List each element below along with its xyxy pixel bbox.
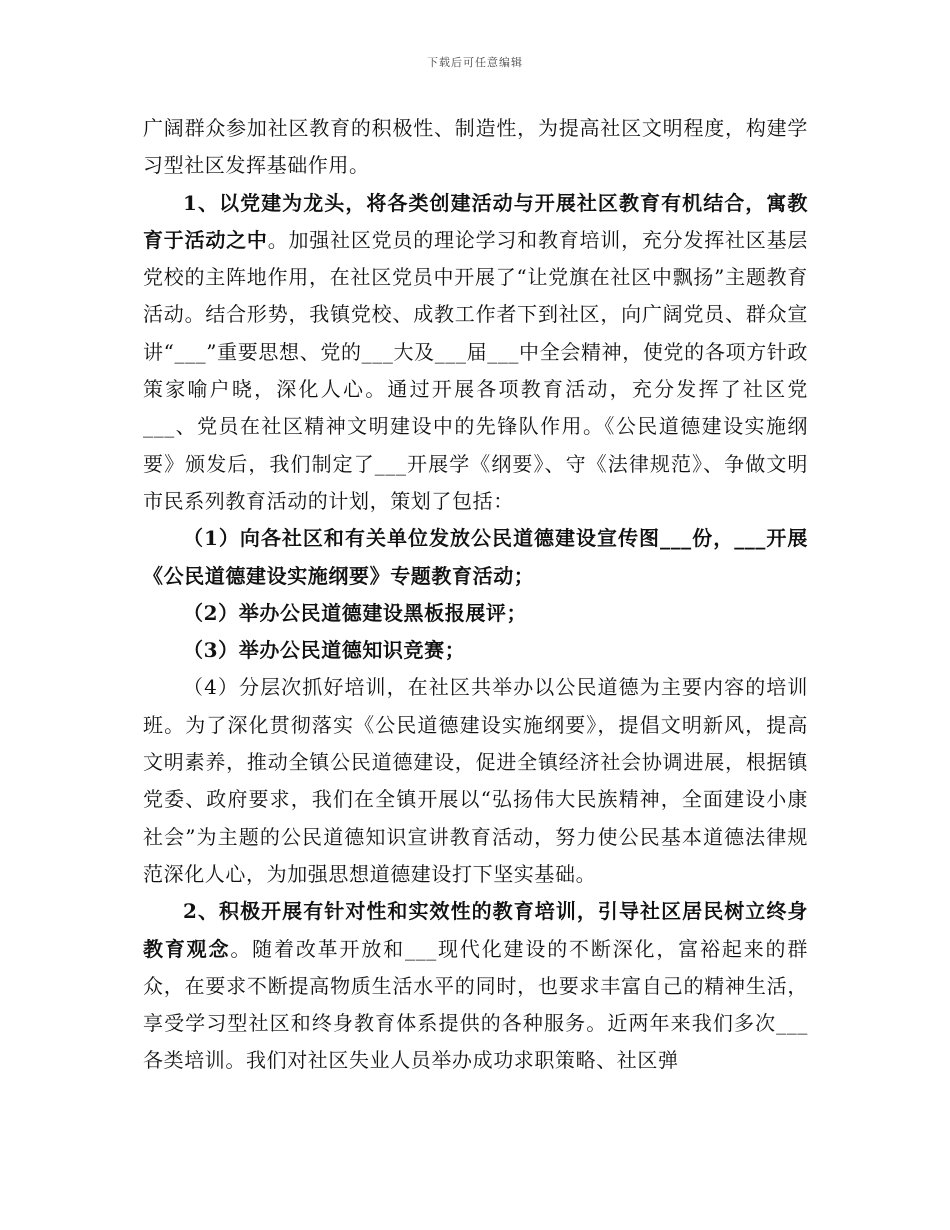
list-item-3 bbox=[143, 632, 808, 669]
list-item-1-text: （1）向各社区和有关单位发放公民道德建设宣传图___份，___开展《公民道德建设实施纲要》专题教育活动； bbox=[143, 526, 808, 588]
document-body bbox=[143, 110, 808, 1080]
paragraph-intro-continuation: 广阔群众参加社区教育的积极性、制造性，为提高社区文明程度，构建学习型社区发挥基础作用。 bbox=[143, 116, 808, 178]
paragraph-section-2 bbox=[143, 893, 808, 1079]
section-2-heading: 2、积极开展有针对性和实效性的教育培训，引导社区居民树立终身教育观念 bbox=[143, 899, 808, 961]
page-header: 下载后可任意编辑 bbox=[427, 56, 523, 69]
paragraph-section-1 bbox=[143, 185, 808, 521]
list-item-2-text: （2）举办公民道德建设黑板报展评； bbox=[183, 600, 528, 625]
list-item-1 bbox=[143, 520, 808, 595]
section-2-body: 。随着改革开放和___现代化建设的不断深化，富裕起来的群众，在要求不断提高物质生活水平的同时，也要求丰富自己的精神生活，享受学习型社区和终身教育体系提供的各种服务。近两年来我们多次___各类培训。我们对社区失业人员举办成功求职策略、社区弹 bbox=[143, 936, 808, 1073]
list-item-3-text: （3）举办公民道德知识竞赛； bbox=[183, 638, 466, 663]
section-1-body: 。加强社区党员的理论学习和教育培训，充分发挥社区基层党校的主阵地作用，在社区党员中开展了“让党旗在社区中飘扬”主题教育活动。结合形势，我镇党校、成教工作者下到社区，向广阔党员、群众宣讲“___”重要思想、党的___大及___届___中全会精神，使党的各项方针政策家喻户晓，深化人心。通过开展各项教育活动，充分发挥了社区党___、党员在社区精神文明建设中的先锋队作用。《公民道德建设实施纲要》颁发后，我们制定了___开展学《纲要》、守《法律规范》、争做文明市民系列教育活动的计划，策划了包括： bbox=[143, 227, 808, 513]
section-1-heading: 1、以党建为龙头，将各类创建活动与开展社区教育有机结合，寓教育于活动之中 bbox=[143, 190, 808, 252]
list-item-4: （4）分层次抓好培训，在社区共举办以公民道德为主要内容的培训班。为了深化贯彻落实《公民道德建设实施纲要》，提倡文明新风，提高文明素养，推动全镇公民道德建设，促进全镇经济社会协调进展，根据镇党委、政府要求，我们在全镇开展以“弘扬伟大民族精神，全面建设小康社会”为主题的公民道德知识宣讲教育活动，努力使公民基本道德法律规范深化人心，为加强思想道德建设打下坚实基础。 bbox=[143, 675, 808, 886]
list-item-2 bbox=[143, 595, 808, 632]
